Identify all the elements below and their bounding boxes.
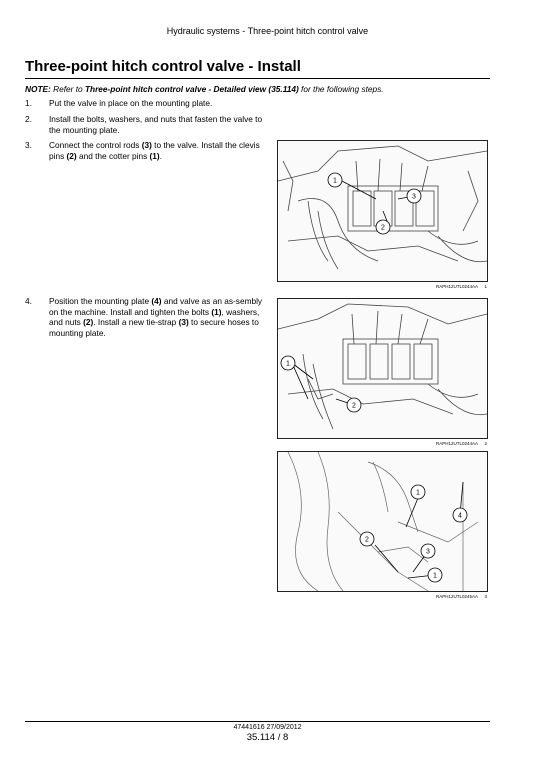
step-1 (25, 98, 265, 109)
note-reference: Three-point hitch control valve - Detailed view (35.114) (84, 84, 299, 94)
figure-3-illustration (277, 451, 488, 592)
callout-label: 1 (286, 360, 290, 368)
figure-code: RAPH12UTL0244AA (435, 441, 478, 446)
figure-code: RAPH12UTL0244AA (435, 284, 478, 289)
footer-page-number: 35.114 / 8 (246, 732, 289, 743)
note-text-post: for the following steps. (298, 84, 384, 94)
figure-number: 2 (484, 441, 487, 446)
step-text: Install the bolts, washers, and nuts that fasten the valve to the mounting plate. (49, 114, 263, 135)
step-number: 1. (25, 98, 32, 108)
callout-label: 4 (458, 512, 462, 520)
figure-1-illustration (277, 140, 488, 282)
callout-label: 1 (433, 572, 437, 580)
callout-label: 3 (412, 193, 416, 201)
callout-label: 2 (365, 536, 369, 544)
title-divider (25, 78, 490, 79)
note (25, 84, 495, 94)
callout-label: 1 (416, 489, 420, 497)
step-number: 2. (25, 114, 32, 124)
note-text-pre: Refer to (50, 84, 85, 94)
step-number: 3. (25, 140, 32, 150)
step-2 (25, 114, 265, 135)
figure-number: 1 (484, 284, 487, 289)
step-3 (25, 140, 265, 161)
callout-label: 2 (381, 224, 385, 232)
step-text: Connect the control rods (3) to the valve. Install the clevis pins (2) and the cotter pins (1). (49, 140, 260, 161)
step-text: Put the valve in place on the mounting plate. (49, 98, 213, 108)
callout-label: 2 (352, 402, 356, 410)
footer-document-info: 47441616 27/09/2012 (233, 724, 302, 731)
page-title: Three-point hitch control valve - Install (25, 58, 301, 75)
page-header: Hydraulic systems - Three-point hitch control valve (166, 26, 369, 36)
footer-divider (25, 721, 490, 722)
figure-2-illustration (277, 298, 488, 439)
note-label: NOTE: (25, 84, 51, 94)
callout-label: 3 (426, 548, 430, 556)
callout-label: 1 (333, 177, 337, 185)
step-text: Position the mounting plate (4) and valve as an as-sembly on the machine. Install and tighten the bolts (1), washers, and nuts (2). Install a new tie-strap (3) to secure hoses to mounting plate. (49, 296, 263, 338)
figure-code: RAPH12UTL0245AA (435, 594, 478, 599)
step-number: 4. (25, 296, 32, 306)
figure-number: 3 (484, 594, 487, 599)
step-4 (25, 296, 265, 338)
